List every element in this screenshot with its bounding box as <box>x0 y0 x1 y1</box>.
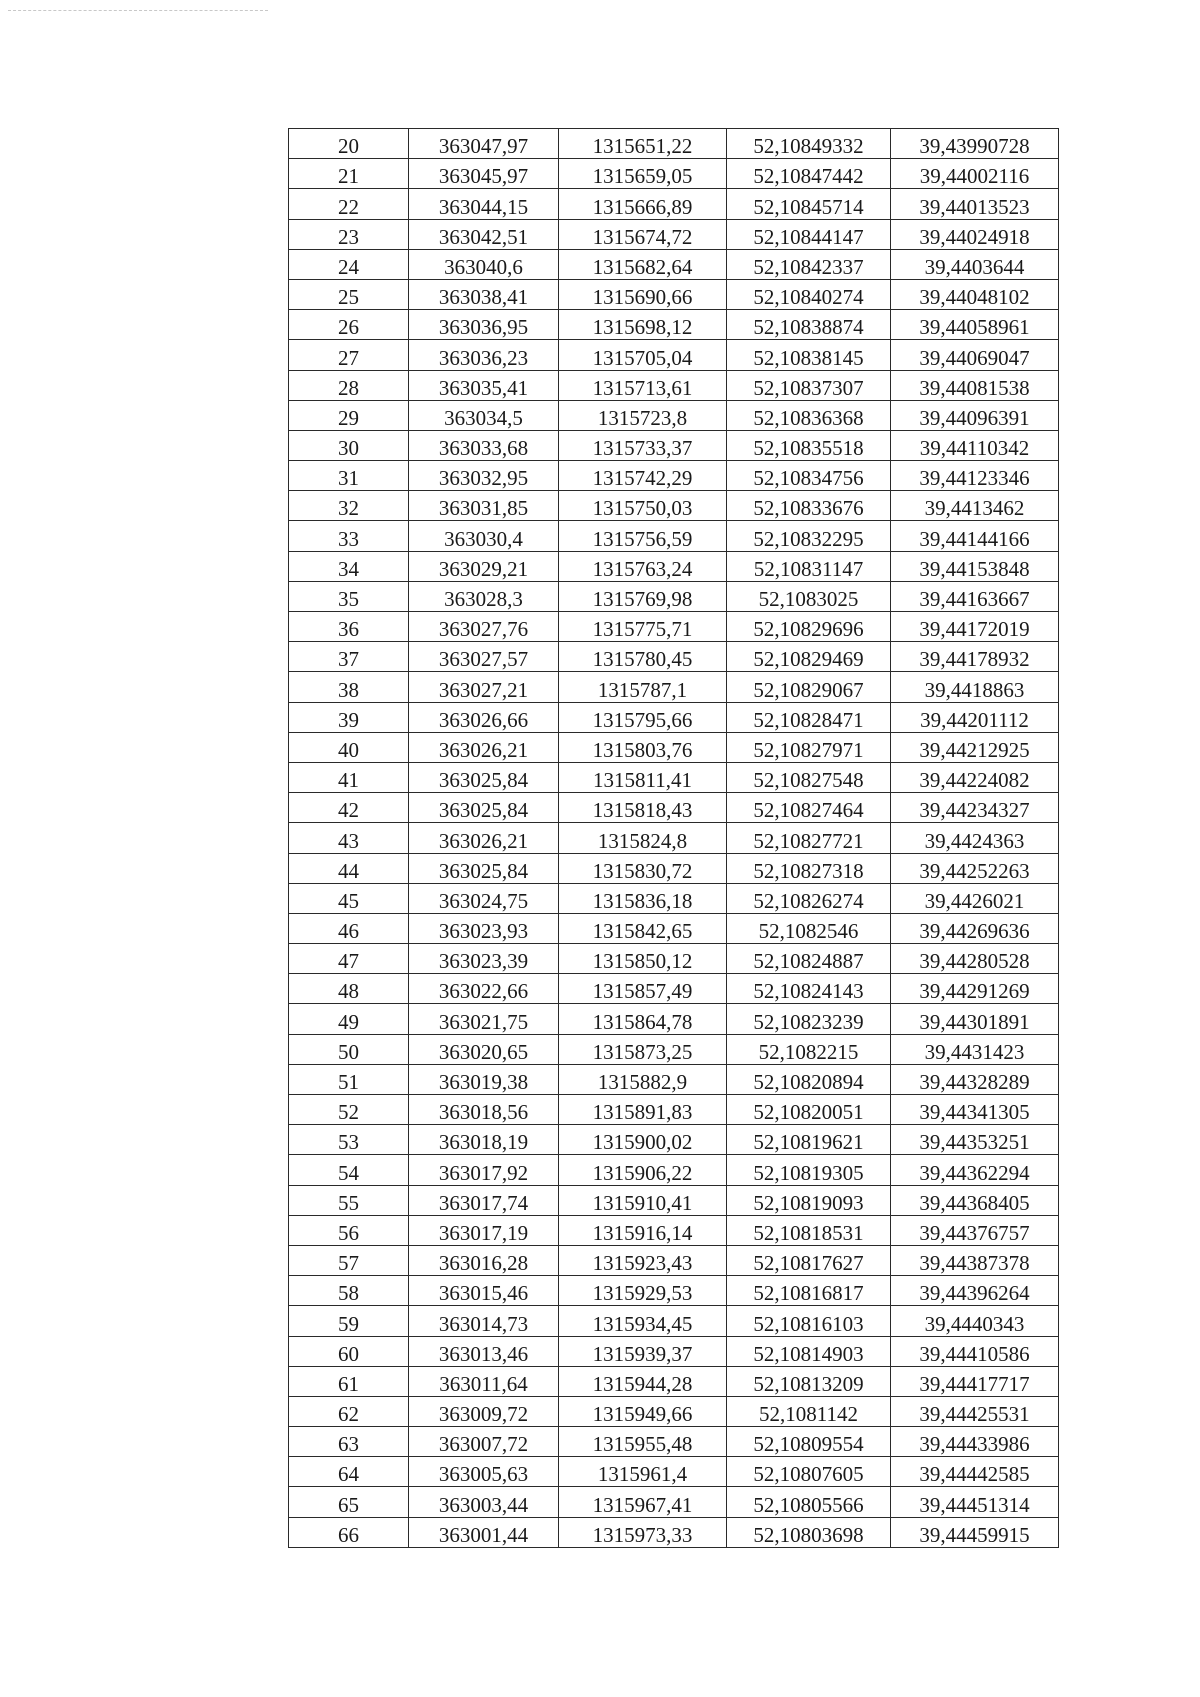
table-row <box>289 642 1059 672</box>
longitude-cell: 39,4413462 <box>891 491 1059 521</box>
table-row <box>289 1427 1059 1457</box>
table-row <box>289 974 1059 1004</box>
y-coordinate-cell: 1315967,41 <box>559 1487 727 1517</box>
point-number-cell: 24 <box>289 249 409 279</box>
y-coordinate-cell: 1315891,83 <box>559 1095 727 1125</box>
latitude-cell: 52,10813209 <box>727 1366 891 1396</box>
x-coordinate-cell: 363034,5 <box>409 400 559 430</box>
latitude-cell: 52,10829469 <box>727 642 891 672</box>
x-coordinate-cell: 363036,95 <box>409 310 559 340</box>
y-coordinate-cell: 1315795,66 <box>559 702 727 732</box>
latitude-cell: 52,10819305 <box>727 1155 891 1185</box>
latitude-cell: 52,1082215 <box>727 1034 891 1064</box>
point-number-cell: 51 <box>289 1064 409 1094</box>
latitude-cell: 52,10827548 <box>727 762 891 792</box>
x-coordinate-cell: 363011,64 <box>409 1366 559 1396</box>
y-coordinate-cell: 1315750,03 <box>559 491 727 521</box>
x-coordinate-cell: 363029,21 <box>409 551 559 581</box>
point-number-cell: 38 <box>289 672 409 702</box>
y-coordinate-cell: 1315682,64 <box>559 249 727 279</box>
coordinates-table <box>288 128 1059 1548</box>
x-coordinate-cell: 363025,84 <box>409 853 559 883</box>
point-number-cell: 20 <box>289 129 409 159</box>
x-coordinate-cell: 363047,97 <box>409 129 559 159</box>
point-number-cell: 32 <box>289 491 409 521</box>
latitude-cell: 52,10803698 <box>727 1517 891 1547</box>
table-row <box>289 702 1059 732</box>
longitude-cell: 39,44376757 <box>891 1215 1059 1245</box>
latitude-cell: 52,10818531 <box>727 1215 891 1245</box>
latitude-cell: 52,10814903 <box>727 1336 891 1366</box>
latitude-cell: 52,10824143 <box>727 974 891 1004</box>
table-row <box>289 1095 1059 1125</box>
y-coordinate-cell: 1315973,33 <box>559 1517 727 1547</box>
latitude-cell: 52,10819093 <box>727 1185 891 1215</box>
point-number-cell: 47 <box>289 944 409 974</box>
latitude-cell: 52,10820894 <box>727 1064 891 1094</box>
table-row <box>289 1004 1059 1034</box>
y-coordinate-cell: 1315836,18 <box>559 883 727 913</box>
latitude-cell: 52,10835518 <box>727 430 891 460</box>
y-coordinate-cell: 1315910,41 <box>559 1185 727 1215</box>
x-coordinate-cell: 363032,95 <box>409 461 559 491</box>
longitude-cell: 39,4440343 <box>891 1306 1059 1336</box>
table-row <box>289 400 1059 430</box>
point-number-cell: 56 <box>289 1215 409 1245</box>
y-coordinate-cell: 1315949,66 <box>559 1396 727 1426</box>
x-coordinate-cell: 363038,41 <box>409 279 559 309</box>
x-coordinate-cell: 363030,4 <box>409 521 559 551</box>
latitude-cell: 52,1082546 <box>727 913 891 943</box>
point-number-cell: 31 <box>289 461 409 491</box>
longitude-cell: 39,4424363 <box>891 823 1059 853</box>
latitude-cell: 52,10842337 <box>727 249 891 279</box>
y-coordinate-cell: 1315900,02 <box>559 1125 727 1155</box>
y-coordinate-cell: 1315780,45 <box>559 642 727 672</box>
y-coordinate-cell: 1315756,59 <box>559 521 727 551</box>
table-row <box>289 732 1059 762</box>
x-coordinate-cell: 363017,19 <box>409 1215 559 1245</box>
table-row <box>289 1306 1059 1336</box>
latitude-cell: 52,10819621 <box>727 1125 891 1155</box>
y-coordinate-cell: 1315939,37 <box>559 1336 727 1366</box>
y-coordinate-cell: 1315698,12 <box>559 310 727 340</box>
table-row <box>289 340 1059 370</box>
longitude-cell: 39,44301891 <box>891 1004 1059 1034</box>
longitude-cell: 39,44353251 <box>891 1125 1059 1155</box>
longitude-cell: 39,44212925 <box>891 732 1059 762</box>
table-row <box>289 1064 1059 1094</box>
x-coordinate-cell: 363020,65 <box>409 1034 559 1064</box>
table-row <box>289 521 1059 551</box>
table-row <box>289 430 1059 460</box>
y-coordinate-cell: 1315787,1 <box>559 672 727 702</box>
y-coordinate-cell: 1315763,24 <box>559 551 727 581</box>
longitude-cell: 39,44058961 <box>891 310 1059 340</box>
point-number-cell: 21 <box>289 159 409 189</box>
x-coordinate-cell: 363017,92 <box>409 1155 559 1185</box>
point-number-cell: 64 <box>289 1457 409 1487</box>
table-row <box>289 1457 1059 1487</box>
x-coordinate-cell: 363036,23 <box>409 340 559 370</box>
point-number-cell: 34 <box>289 551 409 581</box>
point-number-cell: 28 <box>289 370 409 400</box>
table-row <box>289 1245 1059 1275</box>
table-row <box>289 491 1059 521</box>
latitude-cell: 52,10807605 <box>727 1457 891 1487</box>
y-coordinate-cell: 1315659,05 <box>559 159 727 189</box>
point-number-cell: 37 <box>289 642 409 672</box>
latitude-cell: 52,10836368 <box>727 400 891 430</box>
point-number-cell: 54 <box>289 1155 409 1185</box>
x-coordinate-cell: 363023,39 <box>409 944 559 974</box>
latitude-cell: 52,10824887 <box>727 944 891 974</box>
table-row <box>289 883 1059 913</box>
longitude-cell: 39,44410586 <box>891 1336 1059 1366</box>
y-coordinate-cell: 1315929,53 <box>559 1276 727 1306</box>
table-row <box>289 129 1059 159</box>
point-number-cell: 58 <box>289 1276 409 1306</box>
point-number-cell: 62 <box>289 1396 409 1426</box>
x-coordinate-cell: 363031,85 <box>409 491 559 521</box>
y-coordinate-cell: 1315705,04 <box>559 340 727 370</box>
point-number-cell: 27 <box>289 340 409 370</box>
x-coordinate-cell: 363013,46 <box>409 1336 559 1366</box>
longitude-cell: 39,44123346 <box>891 461 1059 491</box>
latitude-cell: 52,10849332 <box>727 129 891 159</box>
longitude-cell: 39,44387378 <box>891 1245 1059 1275</box>
latitude-cell: 52,10816103 <box>727 1306 891 1336</box>
table-row <box>289 310 1059 340</box>
latitude-cell: 52,10826274 <box>727 883 891 913</box>
longitude-cell: 39,44096391 <box>891 400 1059 430</box>
longitude-cell: 39,44069047 <box>891 340 1059 370</box>
longitude-cell: 39,44396264 <box>891 1276 1059 1306</box>
x-coordinate-cell: 363025,84 <box>409 762 559 792</box>
longitude-cell: 39,44328289 <box>891 1064 1059 1094</box>
longitude-cell: 39,44110342 <box>891 430 1059 460</box>
longitude-cell: 39,44433986 <box>891 1427 1059 1457</box>
point-number-cell: 25 <box>289 279 409 309</box>
longitude-cell: 39,44144166 <box>891 521 1059 551</box>
point-number-cell: 23 <box>289 219 409 249</box>
longitude-cell: 39,44442585 <box>891 1457 1059 1487</box>
y-coordinate-cell: 1315873,25 <box>559 1034 727 1064</box>
longitude-cell: 39,44224082 <box>891 762 1059 792</box>
table-row <box>289 1125 1059 1155</box>
table-row <box>289 551 1059 581</box>
longitude-cell: 39,44341305 <box>891 1095 1059 1125</box>
y-coordinate-cell: 1315666,89 <box>559 189 727 219</box>
x-coordinate-cell: 363016,28 <box>409 1245 559 1275</box>
y-coordinate-cell: 1315713,61 <box>559 370 727 400</box>
longitude-cell: 39,4426021 <box>891 883 1059 913</box>
y-coordinate-cell: 1315923,43 <box>559 1245 727 1275</box>
point-number-cell: 35 <box>289 581 409 611</box>
x-coordinate-cell: 363033,68 <box>409 430 559 460</box>
point-number-cell: 41 <box>289 762 409 792</box>
x-coordinate-cell: 363018,56 <box>409 1095 559 1125</box>
scan-artifact-line <box>8 10 268 12</box>
point-number-cell: 46 <box>289 913 409 943</box>
longitude-cell: 39,44280528 <box>891 944 1059 974</box>
longitude-cell: 39,44269636 <box>891 913 1059 943</box>
y-coordinate-cell: 1315742,29 <box>559 461 727 491</box>
x-coordinate-cell: 363024,75 <box>409 883 559 913</box>
x-coordinate-cell: 363026,21 <box>409 823 559 853</box>
latitude-cell: 52,1081142 <box>727 1396 891 1426</box>
x-coordinate-cell: 363018,19 <box>409 1125 559 1155</box>
table-row <box>289 1366 1059 1396</box>
point-number-cell: 42 <box>289 793 409 823</box>
x-coordinate-cell: 363005,63 <box>409 1457 559 1487</box>
longitude-cell: 39,44081538 <box>891 370 1059 400</box>
y-coordinate-cell: 1315811,41 <box>559 762 727 792</box>
point-number-cell: 49 <box>289 1004 409 1034</box>
latitude-cell: 52,10827721 <box>727 823 891 853</box>
point-number-cell: 52 <box>289 1095 409 1125</box>
longitude-cell: 39,4418863 <box>891 672 1059 702</box>
longitude-cell: 39,44002116 <box>891 159 1059 189</box>
latitude-cell: 52,1083025 <box>727 581 891 611</box>
point-number-cell: 39 <box>289 702 409 732</box>
longitude-cell: 39,44425531 <box>891 1396 1059 1426</box>
x-coordinate-cell: 363025,84 <box>409 793 559 823</box>
x-coordinate-cell: 363045,97 <box>409 159 559 189</box>
table-row <box>289 823 1059 853</box>
x-coordinate-cell: 363014,73 <box>409 1306 559 1336</box>
longitude-cell: 39,44291269 <box>891 974 1059 1004</box>
table-row <box>289 581 1059 611</box>
table-row <box>289 1487 1059 1517</box>
table-row <box>289 762 1059 792</box>
point-number-cell: 43 <box>289 823 409 853</box>
latitude-cell: 52,10827464 <box>727 793 891 823</box>
latitude-cell: 52,10817627 <box>727 1245 891 1275</box>
y-coordinate-cell: 1315690,66 <box>559 279 727 309</box>
table-row <box>289 1034 1059 1064</box>
longitude-cell: 39,4403644 <box>891 249 1059 279</box>
y-coordinate-cell: 1315857,49 <box>559 974 727 1004</box>
point-number-cell: 36 <box>289 612 409 642</box>
table-row <box>289 793 1059 823</box>
point-number-cell: 22 <box>289 189 409 219</box>
longitude-cell: 39,44024918 <box>891 219 1059 249</box>
point-number-cell: 30 <box>289 430 409 460</box>
latitude-cell: 52,10833676 <box>727 491 891 521</box>
x-coordinate-cell: 363022,66 <box>409 974 559 1004</box>
y-coordinate-cell: 1315824,8 <box>559 823 727 853</box>
latitude-cell: 52,10809554 <box>727 1427 891 1457</box>
table-row <box>289 219 1059 249</box>
y-coordinate-cell: 1315934,45 <box>559 1306 727 1336</box>
y-coordinate-cell: 1315955,48 <box>559 1427 727 1457</box>
longitude-cell: 39,44178932 <box>891 642 1059 672</box>
latitude-cell: 52,10831147 <box>727 551 891 581</box>
table-row <box>289 1336 1059 1366</box>
y-coordinate-cell: 1315803,76 <box>559 732 727 762</box>
x-coordinate-cell: 363027,57 <box>409 642 559 672</box>
latitude-cell: 52,10834756 <box>727 461 891 491</box>
point-number-cell: 50 <box>289 1034 409 1064</box>
point-number-cell: 40 <box>289 732 409 762</box>
point-number-cell: 33 <box>289 521 409 551</box>
x-coordinate-cell: 363023,93 <box>409 913 559 943</box>
table-row <box>289 189 1059 219</box>
point-number-cell: 59 <box>289 1306 409 1336</box>
table-row <box>289 1185 1059 1215</box>
y-coordinate-cell: 1315864,78 <box>559 1004 727 1034</box>
latitude-cell: 52,10828471 <box>727 702 891 732</box>
x-coordinate-cell: 363044,15 <box>409 189 559 219</box>
point-number-cell: 48 <box>289 974 409 1004</box>
longitude-cell: 39,44153848 <box>891 551 1059 581</box>
table-row <box>289 249 1059 279</box>
x-coordinate-cell: 363027,76 <box>409 612 559 642</box>
y-coordinate-cell: 1315769,98 <box>559 581 727 611</box>
y-coordinate-cell: 1315723,8 <box>559 400 727 430</box>
latitude-cell: 52,10845714 <box>727 189 891 219</box>
longitude-cell: 39,44163667 <box>891 581 1059 611</box>
x-coordinate-cell: 363028,3 <box>409 581 559 611</box>
latitude-cell: 52,10840274 <box>727 279 891 309</box>
y-coordinate-cell: 1315733,37 <box>559 430 727 460</box>
x-coordinate-cell: 363019,38 <box>409 1064 559 1094</box>
latitude-cell: 52,10838145 <box>727 340 891 370</box>
longitude-cell: 39,44048102 <box>891 279 1059 309</box>
table-row <box>289 1396 1059 1426</box>
y-coordinate-cell: 1315906,22 <box>559 1155 727 1185</box>
latitude-cell: 52,10820051 <box>727 1095 891 1125</box>
y-coordinate-cell: 1315775,71 <box>559 612 727 642</box>
latitude-cell: 52,10816817 <box>727 1276 891 1306</box>
latitude-cell: 52,10827318 <box>727 853 891 883</box>
latitude-cell: 52,10823239 <box>727 1004 891 1034</box>
longitude-cell: 39,43990728 <box>891 129 1059 159</box>
longitude-cell: 39,44252263 <box>891 853 1059 883</box>
longitude-cell: 39,44451314 <box>891 1487 1059 1517</box>
x-coordinate-cell: 363026,21 <box>409 732 559 762</box>
coordinates-table-body <box>289 129 1059 1548</box>
latitude-cell: 52,10829696 <box>727 612 891 642</box>
point-number-cell: 63 <box>289 1427 409 1457</box>
longitude-cell: 39,4431423 <box>891 1034 1059 1064</box>
point-number-cell: 44 <box>289 853 409 883</box>
y-coordinate-cell: 1315830,72 <box>559 853 727 883</box>
table-row <box>289 1276 1059 1306</box>
point-number-cell: 61 <box>289 1366 409 1396</box>
point-number-cell: 26 <box>289 310 409 340</box>
table-row <box>289 370 1059 400</box>
x-coordinate-cell: 363003,44 <box>409 1487 559 1517</box>
y-coordinate-cell: 1315944,28 <box>559 1366 727 1396</box>
latitude-cell: 52,10829067 <box>727 672 891 702</box>
table-row <box>289 612 1059 642</box>
x-coordinate-cell: 363001,44 <box>409 1517 559 1547</box>
table-row <box>289 1155 1059 1185</box>
point-number-cell: 29 <box>289 400 409 430</box>
longitude-cell: 39,44234327 <box>891 793 1059 823</box>
longitude-cell: 39,44417717 <box>891 1366 1059 1396</box>
y-coordinate-cell: 1315882,9 <box>559 1064 727 1094</box>
latitude-cell: 52,10827971 <box>727 732 891 762</box>
point-number-cell: 65 <box>289 1487 409 1517</box>
x-coordinate-cell: 363021,75 <box>409 1004 559 1034</box>
table-row <box>289 159 1059 189</box>
table-row <box>289 1215 1059 1245</box>
point-number-cell: 45 <box>289 883 409 913</box>
table-row <box>289 279 1059 309</box>
y-coordinate-cell: 1315818,43 <box>559 793 727 823</box>
x-coordinate-cell: 363040,6 <box>409 249 559 279</box>
longitude-cell: 39,44362294 <box>891 1155 1059 1185</box>
latitude-cell: 52,10838874 <box>727 310 891 340</box>
longitude-cell: 39,44013523 <box>891 189 1059 219</box>
latitude-cell: 52,10847442 <box>727 159 891 189</box>
x-coordinate-cell: 363027,21 <box>409 672 559 702</box>
y-coordinate-cell: 1315674,72 <box>559 219 727 249</box>
point-number-cell: 55 <box>289 1185 409 1215</box>
x-coordinate-cell: 363042,51 <box>409 219 559 249</box>
point-number-cell: 60 <box>289 1336 409 1366</box>
table-row <box>289 944 1059 974</box>
point-number-cell: 66 <box>289 1517 409 1547</box>
longitude-cell: 39,44459915 <box>891 1517 1059 1547</box>
longitude-cell: 39,44172019 <box>891 612 1059 642</box>
y-coordinate-cell: 1315651,22 <box>559 129 727 159</box>
table-row <box>289 672 1059 702</box>
longitude-cell: 39,44201112 <box>891 702 1059 732</box>
x-coordinate-cell: 363007,72 <box>409 1427 559 1457</box>
latitude-cell: 52,10837307 <box>727 370 891 400</box>
table-row <box>289 461 1059 491</box>
point-number-cell: 57 <box>289 1245 409 1275</box>
y-coordinate-cell: 1315961,4 <box>559 1457 727 1487</box>
latitude-cell: 52,10805566 <box>727 1487 891 1517</box>
y-coordinate-cell: 1315916,14 <box>559 1215 727 1245</box>
table-row <box>289 913 1059 943</box>
y-coordinate-cell: 1315850,12 <box>559 944 727 974</box>
longitude-cell: 39,44368405 <box>891 1185 1059 1215</box>
x-coordinate-cell: 363009,72 <box>409 1396 559 1426</box>
table-row <box>289 1517 1059 1547</box>
x-coordinate-cell: 363035,41 <box>409 370 559 400</box>
x-coordinate-cell: 363026,66 <box>409 702 559 732</box>
x-coordinate-cell: 363015,46 <box>409 1276 559 1306</box>
latitude-cell: 52,10832295 <box>727 521 891 551</box>
table-row <box>289 853 1059 883</box>
latitude-cell: 52,10844147 <box>727 219 891 249</box>
y-coordinate-cell: 1315842,65 <box>559 913 727 943</box>
point-number-cell: 53 <box>289 1125 409 1155</box>
x-coordinate-cell: 363017,74 <box>409 1185 559 1215</box>
